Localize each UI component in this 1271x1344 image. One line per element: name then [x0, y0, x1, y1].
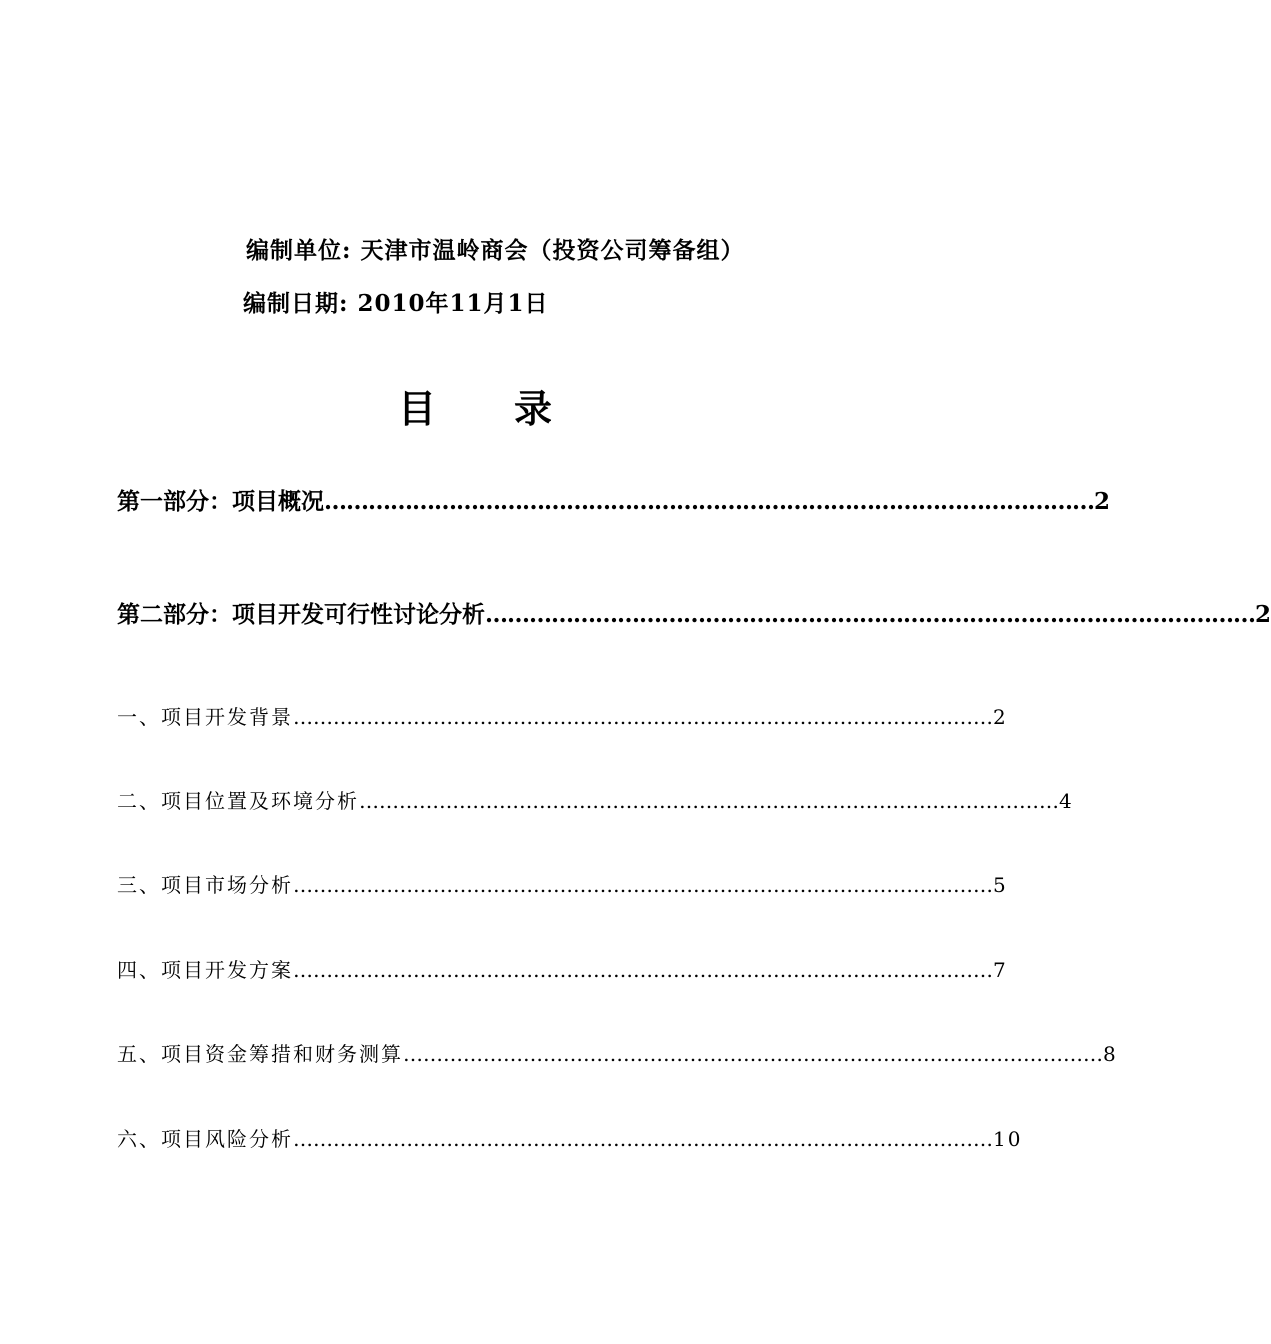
toc-entry-page: 4 [1059, 789, 1074, 813]
toc-leader-dots: …………………………………………………………………………………………… [293, 1127, 993, 1151]
toc-entry-label: 二、项目位置及环境分析 [117, 789, 359, 813]
toc-entry-page: 2 [993, 705, 1008, 729]
toc-entry-page: 2 [1094, 488, 1111, 515]
toc-title-char-2: 录 [514, 386, 553, 431]
compiler-unit-label: 编制单位: [246, 237, 352, 264]
toc-leader-dots: …………………………………………………………………………………………… [403, 1042, 1103, 1066]
toc-entry-label: 五、项目资金筹措和财务测算 [117, 1042, 403, 1066]
toc-entry[interactable] [117, 596, 1271, 629]
toc-entry-label: 第二部分：项目开发可行性讨论分析 [117, 601, 485, 628]
toc-leader-dots: …………………………………………………………………………………………… [293, 873, 993, 897]
toc-entry-label: 三、项目市场分析 [117, 873, 293, 897]
toc-entry-page: 2 [1255, 601, 1271, 628]
toc-title-char-1: 目 [397, 386, 436, 431]
compile-date-value: 2010年11月1日 [357, 290, 549, 317]
toc-title [0, 378, 950, 433]
toc-entry[interactable] [117, 1123, 1023, 1152]
toc-entry[interactable] [117, 1038, 1118, 1067]
toc-entry[interactable] [117, 785, 1074, 814]
compiler-unit-line [246, 232, 745, 265]
toc-entry[interactable] [117, 483, 1111, 516]
toc-entry[interactable] [117, 954, 1008, 983]
compile-date-label: 编制日期: [243, 290, 349, 317]
toc-leader-dots: …………………………………………………………………………………………… [359, 789, 1059, 813]
toc-leader-dots: …………………………………………………………………………………………… [293, 705, 993, 729]
toc-entry-page: 7 [993, 958, 1008, 982]
toc-entry-label: 一、项目开发背景 [117, 705, 293, 729]
toc-entry-label: 四、项目开发方案 [117, 958, 293, 982]
toc-entry-page: 5 [993, 873, 1008, 897]
toc-entry[interactable] [117, 701, 1008, 730]
toc-leader-dots: …………………………………………………………………………………………… [293, 958, 993, 982]
toc-entry[interactable] [117, 869, 1008, 898]
toc-entry-label: 六、项目风险分析 [117, 1127, 293, 1151]
compile-date-line [243, 285, 549, 318]
toc-leader-dots: …………………………………………………………………………………………… [324, 488, 1094, 515]
compiler-unit-value: 天津市温岭商会（投资公司筹备组） [360, 237, 745, 264]
toc-entry-label: 第一部分：项目概况 [117, 488, 324, 515]
toc-leader-dots: …………………………………………………………………………………………… [485, 601, 1255, 628]
toc-entry-page: 10 [993, 1127, 1023, 1151]
toc-entry-page: 8 [1103, 1042, 1118, 1066]
